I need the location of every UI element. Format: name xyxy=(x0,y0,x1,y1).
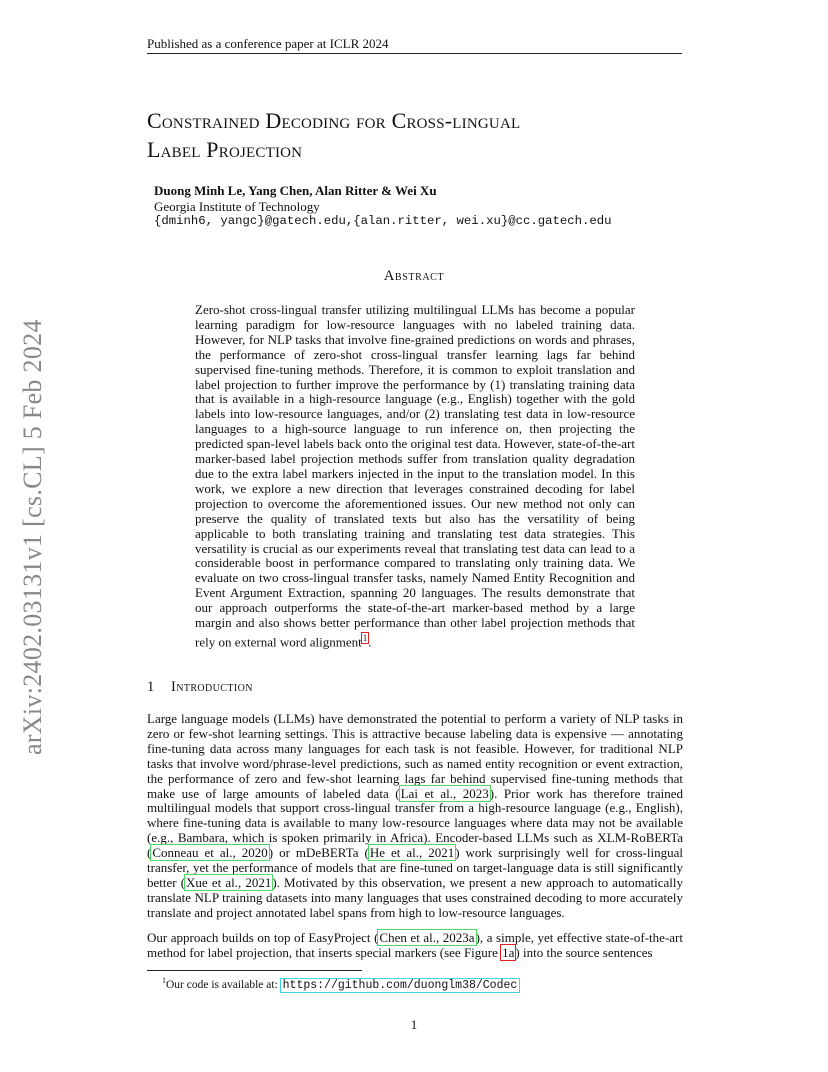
title-line-2: Label Projection xyxy=(147,137,303,162)
para-text: Our approach builds on top of EasyProject ( xyxy=(147,930,379,945)
abstract-text: Zero-shot cross-lingual transfer utilizing multilingual LLMs has become a popular learning paradigm for low-resource languages with no labeled training data. However, for NLP tasks that involve fine-grained predictions on words and phrases, the performance of zero-shot cross-lingual transfer learning lags far behind supervised fine-tuning methods. Therefore, it is common to exploit translation and label projection to further improve the performance by (1) translating training data that is available in a high-resource language (e.g., English) together with the gold labels into low-resource languages, and/or (2) translating test data in low-resource languages to a high-source language to run inference on, then projecting the predicted span-level labels back onto the original test data. However, state-of-the-art marker-based label projection methods suffer from translation quality degradation due to the extra label markers injected in the input to the translation model. In this work, we explore a new direction that leverages constrained decoding for label projection to overcome the aforementioned issues. Our new method not only can preserve the quality of translated texts but also has the versatility of being applicable to both translating training and translating test data strategies. This versatility is crucial as our experiments reveal that translating test data can lead to a considerable boost in performance compared to translating only training data. We evaluate on two cross-lingual transfer tasks, namely Named Entity Recognition and Event Argument Extraction, spanning 20 languages. The results demonstrate that our approach outperforms the state-of-the-art marker-based method by a large margin and also shows better performance than other label projection methods that rely on external word alignment xyxy=(195,302,635,650)
para-text: ) into the source sentences xyxy=(515,944,653,960)
para-text: ) or mDeBERTa ( xyxy=(268,845,369,861)
abstract-body xyxy=(195,303,635,650)
abstract-end: . xyxy=(368,634,372,650)
section-title: Introduction xyxy=(171,679,253,695)
page-number: 1 xyxy=(410,1017,418,1032)
para-text: ) work surprisingly well for cross-lingual transfer, yet the performance of models that are fine-tuned on target-language data is still significantly better ( xyxy=(147,845,684,890)
paper-title xyxy=(147,106,707,164)
para-text: ). Prior work has therefore trained multilingual models that support cross-lingual transfer from a high-resource language (e.g., English), where fine-tuning data is available to many low-resource languages where data may not be available (e.g., Bambara, which is spoken primarily in Africa). Encoder-based LLMs such as XLM-RoBERTa ( xyxy=(147,785,683,861)
footnote-link[interactable]: 1 xyxy=(362,632,368,643)
running-header: Published as a conference paper at ICLR 2024 xyxy=(147,36,389,51)
author-list: Duong Minh Le, Yang Chen, Alan Ritter & Wei Xu xyxy=(154,183,437,198)
citation-link[interactable]: Xue et al., 2021 xyxy=(186,874,272,890)
code-url-link[interactable]: https://github.com/duonglm38/Codec xyxy=(282,978,518,992)
footnote xyxy=(162,976,519,992)
para-text: ). Motivated by this observation, we present a new approach to automatically translate NLP training datasets into many languages that uses constrained decoding to more accurately translate and project annotated label spans from high to low-resource languages. xyxy=(147,874,684,920)
para-text: ), a simple, yet effective state-of-the-art method for label projection, that inserts special markers (see Figure xyxy=(147,930,683,960)
arxiv-stamp: arXiv:2402.03131v1 [cs.CL] 5 Feb 2024 xyxy=(18,319,47,755)
para-text: Large language models (LLMs) have demonstrated the potential to perform a variety of NLP tasks in zero or few-shot learning settings. This is attractive because labeling data is expensive — annotating fine-tuning data across many languages for each task is not feasible. However, for traditional NLP tasks that involve word/phrase-level predictions, such as named entity recognition or event extraction, the performance of zero and few-shot learning lags far behind supervised fine-tuning methods that make use of large amounts of labeled data ( xyxy=(147,711,683,801)
citation-link[interactable]: Chen et al., 2023a xyxy=(379,930,475,945)
footnote-rule xyxy=(147,970,362,971)
section-number: 1 xyxy=(147,679,155,695)
abstract-heading: Abstract xyxy=(383,268,445,284)
section-heading xyxy=(147,679,253,696)
intro-paragraph-2 xyxy=(147,931,683,961)
affiliation: Georgia Institute of Technology xyxy=(154,199,320,214)
citation-link[interactable]: He et al., 2021 xyxy=(369,845,455,861)
footnote-text: Our code is available at: xyxy=(166,978,281,991)
author-emails: {dminh6, yangc}@gatech.edu,{alan.ritter, wei.xu}@cc.gatech.edu xyxy=(154,214,612,228)
header-rule xyxy=(147,53,682,54)
intro-paragraph-1 xyxy=(147,712,683,921)
citation-link[interactable]: Lai et al., 2023 xyxy=(400,785,489,801)
title-line-1: Constrained Decoding for Cross-lingual xyxy=(147,108,521,133)
figure-reference-link[interactable]: 1a xyxy=(502,944,515,960)
footnote-mark: 1 xyxy=(162,976,166,985)
citation-link[interactable]: Conneau et al., 2020 xyxy=(152,845,268,861)
